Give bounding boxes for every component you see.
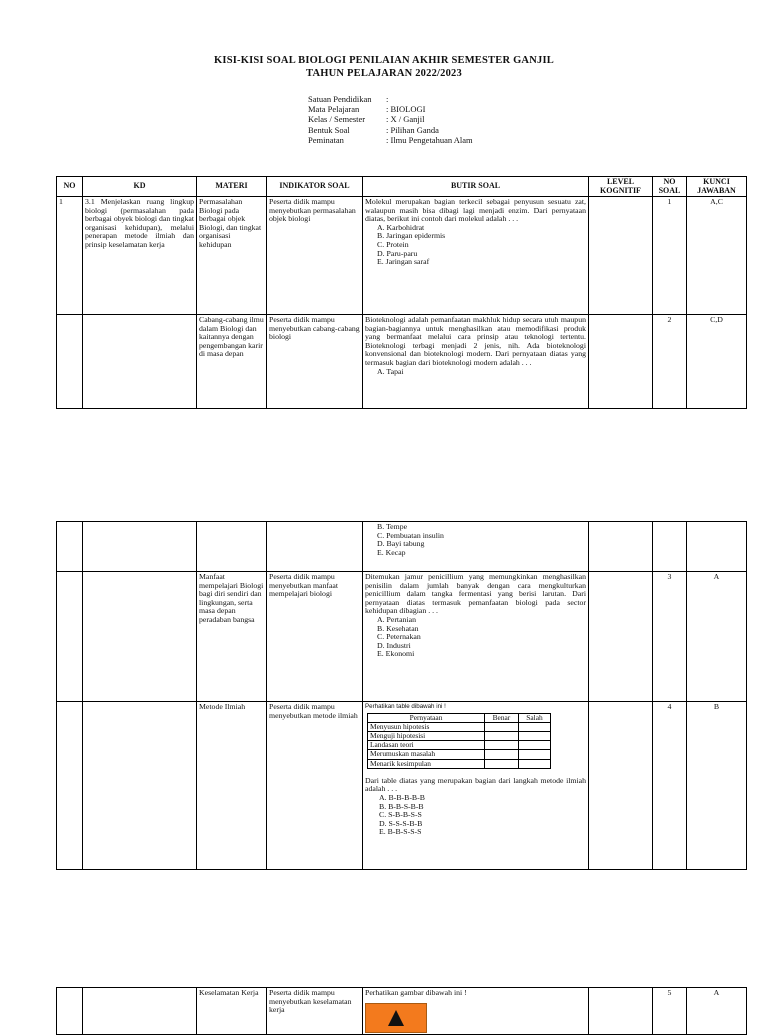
statement-text: Landasan teori <box>368 741 485 750</box>
option-list <box>365 523 586 557</box>
statement-row <box>368 741 551 750</box>
option-item: D. Industri <box>377 640 411 650</box>
table-row <box>57 572 747 702</box>
cell-nosoal <box>653 522 687 572</box>
cell-kunci: A,C <box>687 197 747 315</box>
statement-row <box>368 759 551 768</box>
col-header-butir: BUTIR SOAL <box>363 177 589 197</box>
meta-row <box>308 125 473 135</box>
document-meta <box>308 94 473 145</box>
statement-benar <box>485 759 519 768</box>
meta-label: Kelas / Semester <box>308 114 366 125</box>
cell-materi: Keselamatan Kerja <box>197 988 267 1035</box>
cell-no: 1 <box>57 197 83 315</box>
option-list <box>365 794 586 837</box>
cell-kd <box>83 315 197 409</box>
table-row <box>57 315 747 409</box>
cell-level <box>589 522 653 572</box>
cell-materi: Metode Ilmiah <box>197 702 267 870</box>
cell-kd: 3.1 Menjelaskan ruang lingkup biologi (permasalahan pada berbagai obyek biologi dan tingkat organisasi kehidupan), melalui penerapan metode ilmiah dan prinsip keselamatan kerja <box>83 197 197 315</box>
meta-value: : <box>386 94 389 104</box>
document-title: KISI-KISI SOAL BIOLOGI PENILAIAN AKHIR SEMESTER GANJIL <box>214 55 554 66</box>
statement-salah <box>518 722 550 731</box>
statement-row <box>368 750 551 759</box>
cell-indikator: Peserta didik mampu menyebutkan manfaat mempelajari biologi <box>267 572 363 702</box>
statement-row <box>368 732 551 741</box>
question-text: Bioteknologi adalah pemanfaatan makhluk hidup secara utuh maupun bagian-bagiannya untuk menghasilkan atau memodifikasi produk yang bermanfaat melalui cara prinsip atau teknologi tertentu. Bioteknologi terbagi menjadi 2 jenis, nih. Ada bioteknologi konvensional dan bioteknologi modern. Dari pernyataan diatas yang termasuk bagian dari bioteknologi modern adalah . . . <box>365 315 586 367</box>
meta-value: : X / Ganjil <box>386 114 425 125</box>
table-row <box>57 702 747 870</box>
question-text: Ditemukan jamur penicillium yang memungkinkan menghasilkan penisilin dalam jumlah banyak dengan cara mengkulturkan penicillium dalam tangka fermentasi yang berisi larutan. Dari pernyataan diatas termasuk pemanfaatan biologi pada sector kehidupan dibagian . . . <box>365 572 586 616</box>
cell-kunci: A <box>687 988 747 1035</box>
option-item: C. Peternakan <box>377 632 421 642</box>
table-row <box>57 522 747 572</box>
option-list <box>365 368 586 377</box>
cell-level <box>589 197 653 315</box>
table-row <box>57 197 747 315</box>
option-item: B. Kesehatan <box>377 623 419 633</box>
option-item: E. Jaringan saraf <box>377 257 430 267</box>
cell-nosoal: 4 <box>653 702 687 870</box>
meta-row <box>308 114 473 124</box>
cell-butir <box>363 315 589 409</box>
col-header-materi: MATERI <box>197 177 267 197</box>
statement-header: Benar <box>485 713 519 722</box>
cell-kd <box>83 522 197 572</box>
meta-label: Satuan Pendidikan <box>308 94 372 104</box>
cell-kd <box>83 988 197 1035</box>
statement-benar <box>485 722 519 731</box>
option-item: A. Tapai <box>377 366 404 376</box>
cell-butir <box>363 197 589 315</box>
cell-no <box>57 702 83 870</box>
option-item: E. Ekonomi <box>377 649 415 659</box>
cell-level <box>589 315 653 409</box>
cell-butir <box>363 572 589 702</box>
question-text: Perhatikan gambar dibawah ini ! <box>365 988 467 997</box>
option-item: E. B-B-S-S-S <box>379 827 422 837</box>
option-list <box>365 616 586 659</box>
col-header-kunci: KUNCI JAWABAN <box>687 177 747 197</box>
cell-butir <box>363 988 589 1035</box>
statement-salah <box>518 741 550 750</box>
cell-kd <box>83 572 197 702</box>
statement-benar <box>485 750 519 759</box>
statement-text: Merumuskan masalah <box>368 750 485 759</box>
cell-no <box>57 522 83 572</box>
statement-header: Pernyataan <box>368 713 485 722</box>
cell-indikator: Peserta didik mampu menyebutkan permasalahan objek biologi <box>267 197 363 315</box>
option-item: B. B-B-S-B-B <box>379 801 424 811</box>
kisi-kisi-table-page1 <box>56 176 747 409</box>
option-item: C. S-B-B-S-S <box>379 810 422 820</box>
cell-butir <box>363 522 589 572</box>
cell-kunci: B <box>687 702 747 870</box>
option-item: A. B-B-B-B-B <box>379 793 425 802</box>
cell-indikator: Peserta didik mampu menyebutkan keselamatan kerja <box>267 988 363 1035</box>
meta-value: : Pilihan Ganda <box>386 124 439 135</box>
meta-label: Peminatan <box>308 134 344 145</box>
document-subtitle: TAHUN PELAJARAN 2022/2023 <box>306 68 462 79</box>
statement-benar <box>485 732 519 741</box>
cell-butir <box>363 702 589 870</box>
statement-text: Menyusun hipotesis <box>368 722 485 731</box>
option-item: B. Tempe <box>377 522 408 531</box>
col-header-level: LEVEL KOGNITIF <box>589 177 653 197</box>
statement-salah <box>518 759 550 768</box>
option-item: D. Paru-paru <box>377 248 418 258</box>
table-row <box>57 988 747 1035</box>
cell-level <box>589 702 653 870</box>
option-item: C. Protein <box>377 239 409 249</box>
meta-value: : BIOLOGI <box>386 104 426 115</box>
statement-text: Menguji hipotesisi <box>368 732 485 741</box>
flame-icon <box>388 1010 404 1026</box>
meta-row <box>308 104 473 114</box>
statement-row <box>368 722 551 731</box>
col-header-kd: KD <box>83 177 197 197</box>
col-header-no: NO <box>57 177 83 197</box>
cell-kunci: A <box>687 572 747 702</box>
question-intro: Perhatikan table dibawah ini ! <box>365 703 446 710</box>
cell-materi <box>197 522 267 572</box>
statement-table <box>367 713 551 769</box>
cell-nosoal: 3 <box>653 572 687 702</box>
cell-level <box>589 572 653 702</box>
col-header-indikator: INDIKATOR SOAL <box>267 177 363 197</box>
meta-label: Bentuk Soal <box>308 124 350 135</box>
statement-header-row <box>368 713 551 722</box>
cell-kunci: C,D <box>687 315 747 409</box>
option-item: C. Pembuatan insulin <box>377 530 444 540</box>
statement-benar <box>485 741 519 750</box>
cell-kunci <box>687 522 747 572</box>
statement-text: Menarik kesimpulan <box>368 759 485 768</box>
cell-materi: Cabang-cabang ilmu dalam Biologi dan kaitannya dengan pengembangan karir di masa depan <box>197 315 267 409</box>
cell-indikator: Peserta didik mampu menyebutkan metode ilmiah <box>267 702 363 870</box>
cell-kd <box>83 702 197 870</box>
cell-no <box>57 315 83 409</box>
question-text: Molekul merupakan bagian terkecil sebagai penyusun sesuatu zat, walaupun masih bisa dibagi lagi menjadi enzim. Dari pernyataan diatas, berikut ini contoh dari molekul adalah . . . <box>365 197 586 224</box>
cell-no <box>57 572 83 702</box>
option-list <box>365 224 586 267</box>
statement-salah <box>518 732 550 741</box>
cell-materi: Permasalahan Biologi pada berbagai objek Biologi, dan tingkat organisasi kehidupan <box>197 197 267 315</box>
kisi-kisi-table-page3 <box>56 987 747 1035</box>
option-item: D. Bayi tabung <box>377 539 425 549</box>
cell-nosoal: 1 <box>653 197 687 315</box>
cell-level <box>589 988 653 1035</box>
cell-no <box>57 988 83 1035</box>
table-header-row <box>57 177 747 197</box>
option-item: A. Pertanian <box>377 614 416 624</box>
meta-value: : Ilmu Pengetahuan Alam <box>386 134 473 145</box>
question-text: Dari table diatas yang merupakan bagian dari langkah metode ilmiah adalah . . . <box>365 775 586 794</box>
option-item: A. Karbohidrat <box>377 222 425 232</box>
cell-materi: Manfaat mempelajari Biologi bagi diri sendiri dan lingkungan, serta masa depan peradaban bangsa <box>197 572 267 702</box>
kisi-kisi-table-page2 <box>56 521 747 870</box>
flammable-hazard-symbol <box>365 1003 427 1033</box>
option-item: B. Jaringan epidermis <box>377 231 446 241</box>
meta-row <box>308 94 473 104</box>
option-item: E. Kecap <box>377 547 406 557</box>
meta-row <box>308 135 473 145</box>
meta-label: Mata Pelajaran <box>308 104 360 115</box>
option-item: D. S-S-S-B-B <box>379 818 423 828</box>
cell-indikator <box>267 522 363 572</box>
statement-header: Salah <box>518 713 550 722</box>
col-header-nosoal: NO SOAL <box>653 177 687 197</box>
statement-salah <box>518 750 550 759</box>
cell-nosoal: 2 <box>653 315 687 409</box>
cell-nosoal: 5 <box>653 988 687 1035</box>
cell-indikator: Peserta didik mampu menyebutkan cabang-cabang biologi <box>267 315 363 409</box>
